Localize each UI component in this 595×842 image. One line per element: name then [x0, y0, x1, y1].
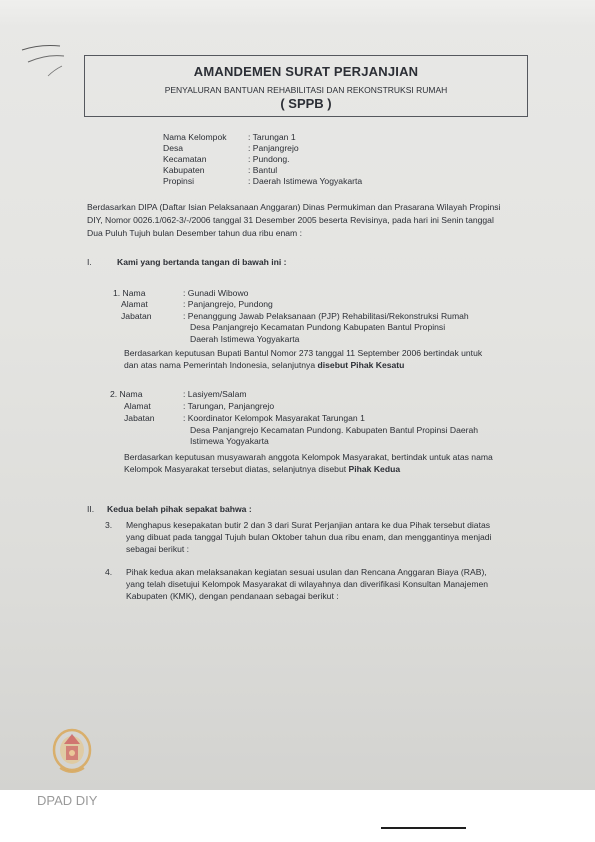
group-info-value: : Daerah Istimewa Yogyakarta [248, 176, 363, 186]
section-1-number: I. [87, 257, 92, 267]
field-label: 1. Nama [113, 288, 146, 298]
party-designation: disebut Pihak Kesatu [317, 360, 405, 370]
group-info-label: Kabupaten [163, 165, 205, 175]
field-value: Daerah Istimewa Yogyakarta [190, 334, 300, 344]
section-2-number: II. [87, 504, 95, 514]
basis-line: Berdasarkan keputusan Bupati Bantul Nomor 273 tanggal 11 September 2006 bertindak untuk [124, 348, 483, 358]
basis-line: Kelompok Masyarakat tersebut diatas, selanjutnya disebut Pihak Kedua [124, 464, 401, 474]
field-label: Jabatan [121, 311, 152, 321]
field-value: Istimewa Yogyakarta [190, 436, 269, 446]
section-1-heading: Kami yang bertanda tangan di bawah ini : [117, 257, 287, 267]
field-value: Desa Panjangrejo Kecamatan Pundong Kabupaten Bantul Propinsi [190, 322, 446, 332]
document-title: AMANDEMEN SURAT PERJANJIAN [193, 64, 419, 79]
clause-line: Menghapus kesepakatan butir 2 dan 3 dari Surat Perjanjian antara ke dua Pihak tersebut diatas [126, 520, 491, 530]
group-info-label: Desa [163, 143, 184, 153]
field-label: Alamat [121, 299, 148, 309]
group-info-label: Nama Kelompok [163, 132, 227, 142]
clause-number: 4. [105, 567, 113, 577]
intro-line: DIY, Nomor 0026.1/062-3/-/2006 tanggal 31 Desember 2005 beserta Revisinya, pada hari ini Senin tanggal [87, 215, 494, 225]
document-code: ( SPPB ) [280, 96, 332, 111]
field-value: : Penanggung Jawab Pelaksanaan (PJP) Rehabilitasi/Rekonstruksi Rumah [183, 311, 469, 321]
watermark-text: DPAD DIY [37, 793, 98, 808]
regional-emblem-logo [50, 726, 94, 778]
clause-line: Kabupaten (KMK), dengan pendanaan sebagai berikut : [126, 591, 339, 601]
basis-line: Berdasarkan keputusan musyawarah anggota Kelompok Masyarakat, bertindak untuk atas nama [124, 452, 493, 462]
clause-line: yang telah disetujui Kelompok Masyarakat di wilayahnya dan diverifikasi Konsultan Manajemen [126, 579, 489, 589]
document-subtitle: PENYALURAN BANTUAN REHABILITASI DAN REKONSTRUKSI RUMAH [164, 85, 448, 95]
field-label: Jabatan [124, 413, 155, 423]
signature-stroke [381, 827, 466, 829]
party-designation: Pihak Kedua [348, 464, 401, 474]
field-label: 2. Nama [110, 389, 143, 399]
field-value: : Gunadi Wibowo [183, 288, 249, 298]
group-info-value: : Tarungan 1 [248, 132, 296, 142]
field-value: : Koordinator Kelompok Masyarakat Tarungan 1 [183, 413, 365, 423]
clause-line: sebagai berikut : [126, 544, 190, 554]
field-value: : Tarungan, Panjangrejo [183, 401, 275, 411]
intro-line: Dua Puluh Tujuh bulan Desember tahun dua ribu enam : [87, 228, 302, 238]
group-info-value: : Panjangrejo [248, 143, 299, 153]
title-box [84, 55, 528, 117]
clause-line: yang dibuat pada tanggal Tujuh bulan Oktober tahun dua ribu enam, dan menggantinya menjadi [126, 532, 492, 542]
clause-line: Pihak kedua akan melaksanakan kegiatan sesuai usulan dan Rencana Anggaran Biaya (RAB), [126, 567, 487, 577]
basis-line: dan atas nama Pemerintah Indonesia, selanjutnya disebut Pihak Kesatu [124, 360, 405, 370]
group-info-value: : Pundong. [248, 154, 290, 164]
clause-number: 3. [105, 520, 113, 530]
group-info-value: : Bantul [248, 165, 278, 175]
pen-mark [20, 40, 80, 80]
group-info-label: Kecamatan [163, 154, 207, 164]
field-value: : Panjangrejo, Pundong [183, 299, 273, 309]
intro-line: Berdasarkan DIPA (Daftar Isian Pelaksanaan Anggaran) Dinas Permukiman dan Prasarana Wilayah Propinsi [87, 202, 501, 212]
field-label: Alamat [124, 401, 151, 411]
field-value: : Lasiyem/Salam [183, 389, 247, 399]
field-value: Desa Panjangrejo Kecamatan Pundong. Kabupaten Bantul Propinsi Daerah [190, 425, 479, 435]
section-2-heading: Kedua belah pihak sepakat bahwa : [107, 504, 252, 514]
group-info-label: Propinsi [163, 176, 195, 186]
